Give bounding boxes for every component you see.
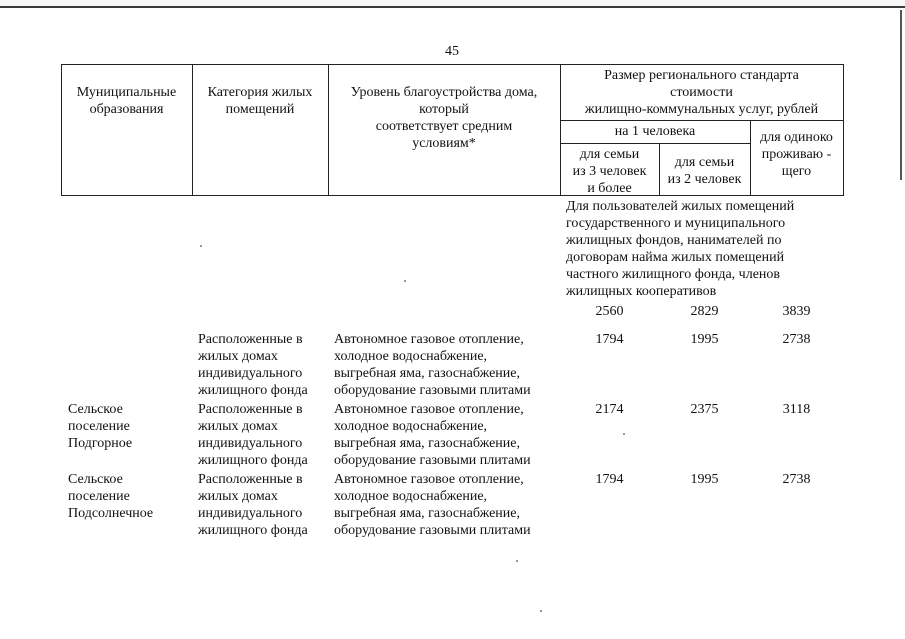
scan-speck: [516, 560, 518, 562]
value-family-2: 1995: [690, 332, 719, 347]
value-family-2: 1995: [690, 472, 719, 487]
scan-speck: [404, 280, 406, 282]
value-single: 2738: [782, 332, 811, 347]
value-family-3: 1794: [595, 472, 624, 487]
value-family-3: 1794: [595, 332, 624, 347]
page-number: 45: [445, 44, 459, 59]
scan-speck: [540, 610, 542, 612]
header-per-person: на 1 человека: [614, 124, 696, 139]
scan-edge-line: [0, 6, 905, 8]
value-family-2: 2375: [690, 402, 719, 417]
value-single: 3118: [782, 402, 811, 417]
value-family-3: 2174: [595, 402, 624, 417]
scan-right-edge: [900, 10, 902, 180]
value-single: 2738: [782, 472, 811, 487]
scan-speck: [200, 245, 202, 247]
scan-speck: [623, 433, 625, 435]
